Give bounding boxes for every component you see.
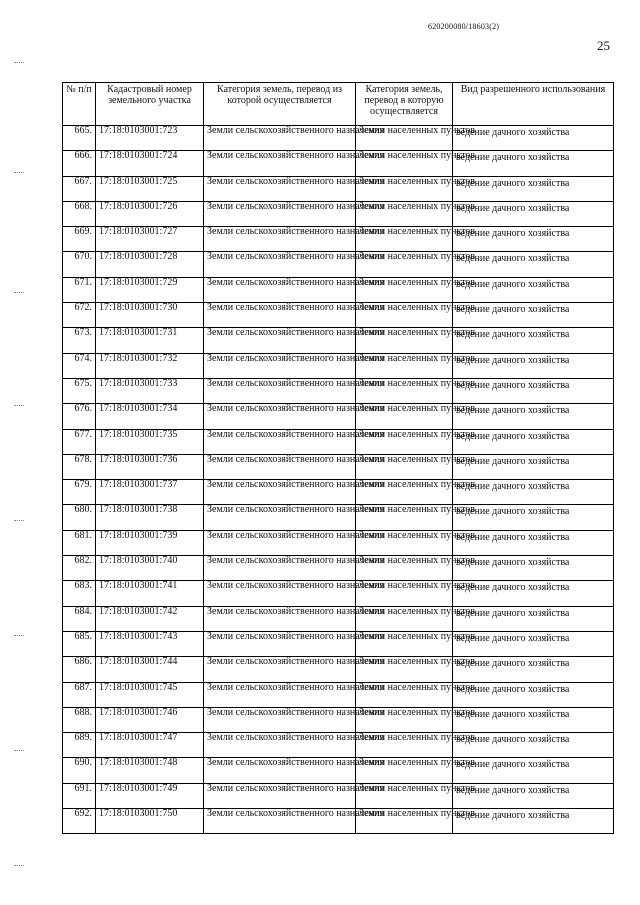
category-to: Земли населенных пунктов [356, 201, 453, 226]
category-from: Земли сельскохозяйственного назначения [204, 581, 356, 606]
document-code: 620200080/18603(2) [428, 22, 500, 31]
category-from: Земли сельскохозяйственного назначения [204, 404, 356, 429]
table-row [63, 556, 614, 581]
category-from: Земли сельскохозяйственного назначения [204, 631, 356, 656]
category-to: Земли населенных пунктов [356, 277, 453, 302]
category-from: Земли сельскохозяйственного назначения [204, 480, 356, 505]
column-header-cadastral: Кадастровый номер земельного участка [96, 83, 204, 126]
permitted-use: ведение дачного хозяйства [453, 227, 614, 252]
table-row [63, 151, 614, 176]
permitted-use: ведение дачного хозяйства [453, 404, 614, 429]
category-to: Земли населенных пунктов [356, 657, 453, 682]
table-row [63, 252, 614, 277]
category-from: Земли сельскохозяйственного назначения [204, 657, 356, 682]
permitted-use: ведение дачного хозяйства [453, 176, 614, 201]
column-header-permitted-use: Вид разрешенного использования [453, 83, 614, 126]
category-from: Земли сельскохозяйственного назначения [204, 201, 356, 226]
table-row [63, 454, 614, 479]
category-from: Земли сельскохозяйственного назначения [204, 530, 356, 555]
category-from: Земли сельскохозяйственного назначения [204, 353, 356, 378]
table-row [63, 505, 614, 530]
category-from: Земли сельскохозяйственного назначения [204, 556, 356, 581]
category-to: Земли населенных пунктов [356, 556, 453, 581]
table-row [63, 606, 614, 631]
category-to: Земли населенных пунктов [356, 480, 453, 505]
category-to: Земли населенных пунктов [356, 252, 453, 277]
table-row [63, 201, 614, 226]
row-number: 686. [63, 657, 96, 682]
row-number: 672. [63, 303, 96, 328]
cadastral-number: 17:18:0103001:725 [96, 176, 204, 201]
permitted-use: ведение дачного хозяйства [453, 581, 614, 606]
permitted-use: ведение дачного хозяйства [453, 126, 614, 151]
row-number: 666. [63, 151, 96, 176]
cadastral-number: 17:18:0103001:736 [96, 454, 204, 479]
category-from: Земли сельскохозяйственного назначения [204, 429, 356, 454]
row-number: 685. [63, 631, 96, 656]
category-to: Земли населенных пунктов [356, 303, 453, 328]
cadastral-number: 17:18:0103001:733 [96, 378, 204, 403]
cadastral-number: 17:18:0103001:747 [96, 733, 204, 758]
row-number: 670. [63, 252, 96, 277]
land-plots-table [62, 82, 614, 834]
table-row [63, 657, 614, 682]
cadastral-number: 17:18:0103001:730 [96, 303, 204, 328]
category-from: Земли сельскохозяйственного назначения [204, 303, 356, 328]
table-row [63, 809, 614, 834]
table-row [63, 530, 614, 555]
category-to: Земли населенных пунктов [356, 783, 453, 808]
category-from: Земли сельскохозяйственного назначения [204, 227, 356, 252]
cadastral-number: 17:18:0103001:738 [96, 505, 204, 530]
cadastral-number: 17:18:0103001:735 [96, 429, 204, 454]
row-number: 676. [63, 404, 96, 429]
cadastral-number: 17:18:0103001:728 [96, 252, 204, 277]
permitted-use: ведение дачного хозяйства [453, 556, 614, 581]
category-to: Земли населенных пунктов [356, 530, 453, 555]
permitted-use: ведение дачного хозяйства [453, 505, 614, 530]
permitted-use: ведение дачного хозяйства [453, 454, 614, 479]
cadastral-number: 17:18:0103001:746 [96, 707, 204, 732]
permitted-use: ведение дачного хозяйства [453, 201, 614, 226]
permitted-use: ведение дачного хозяйства [453, 809, 614, 834]
row-number: 681. [63, 530, 96, 555]
table-row [63, 404, 614, 429]
margin-mark [14, 172, 24, 175]
permitted-use: ведение дачного хозяйства [453, 682, 614, 707]
category-to: Земли населенных пунктов [356, 682, 453, 707]
row-number: 688. [63, 707, 96, 732]
category-to: Земли населенных пунктов [356, 733, 453, 758]
table-row [63, 783, 614, 808]
category-to: Земли населенных пунктов [356, 151, 453, 176]
permitted-use: ведение дачного хозяйства [453, 631, 614, 656]
cadastral-number: 17:18:0103001:741 [96, 581, 204, 606]
table-row [63, 631, 614, 656]
table-row [63, 227, 614, 252]
category-to: Земли населенных пунктов [356, 707, 453, 732]
cadastral-number: 17:18:0103001:748 [96, 758, 204, 783]
permitted-use: ведение дачного хозяйства [453, 480, 614, 505]
category-to: Земли населенных пунктов [356, 454, 453, 479]
column-header-number: № п/п [63, 83, 96, 126]
row-number: 668. [63, 201, 96, 226]
cadastral-number: 17:18:0103001:732 [96, 353, 204, 378]
table-row [63, 682, 614, 707]
row-number: 680. [63, 505, 96, 530]
category-from: Земли сельскохозяйственного назначения [204, 252, 356, 277]
category-from: Земли сельскохозяйственного назначения [204, 606, 356, 631]
category-from: Земли сельскохозяйственного назначения [204, 378, 356, 403]
category-to: Земли населенных пунктов [356, 606, 453, 631]
row-number: 692. [63, 809, 96, 834]
cadastral-number: 17:18:0103001:731 [96, 328, 204, 353]
category-from: Земли сельскохозяйственного назначения [204, 733, 356, 758]
cadastral-number: 17:18:0103001:742 [96, 606, 204, 631]
table-row [63, 303, 614, 328]
row-number: 674. [63, 353, 96, 378]
permitted-use: ведение дачного хозяйства [453, 328, 614, 353]
category-to: Земли населенных пунктов [356, 353, 453, 378]
cadastral-number: 17:18:0103001:729 [96, 277, 204, 302]
table-body [63, 126, 614, 834]
cadastral-number: 17:18:0103001:749 [96, 783, 204, 808]
category-to: Земли населенных пунктов [356, 176, 453, 201]
cadastral-number: 17:18:0103001:739 [96, 530, 204, 555]
permitted-use: ведение дачного хозяйства [453, 733, 614, 758]
table-row [63, 707, 614, 732]
category-from: Земли сельскохозяйственного назначения [204, 758, 356, 783]
permitted-use: ведение дачного хозяйства [453, 303, 614, 328]
cadastral-number: 17:18:0103001:724 [96, 151, 204, 176]
category-to: Земли населенных пунктов [356, 429, 453, 454]
cadastral-number: 17:18:0103001:723 [96, 126, 204, 151]
category-to: Земли населенных пунктов [356, 505, 453, 530]
row-number: 675. [63, 378, 96, 403]
permitted-use: ведение дачного хозяйства [453, 530, 614, 555]
margin-mark [14, 635, 24, 638]
cadastral-number: 17:18:0103001:726 [96, 201, 204, 226]
permitted-use: ведение дачного хозяйства [453, 606, 614, 631]
category-from: Земли сельскохозяйственного назначения [204, 682, 356, 707]
table-row [63, 758, 614, 783]
table-row [63, 378, 614, 403]
category-from: Земли сельскохозяйственного назначения [204, 707, 356, 732]
category-to: Земли населенных пунктов [356, 581, 453, 606]
row-number: 682. [63, 556, 96, 581]
category-to: Земли населенных пунктов [356, 227, 453, 252]
row-number: 687. [63, 682, 96, 707]
row-number: 679. [63, 480, 96, 505]
category-from: Земли сельскохозяйственного назначения [204, 176, 356, 201]
category-from: Земли сельскохозяйственного назначения [204, 151, 356, 176]
row-number: 673. [63, 328, 96, 353]
category-from: Земли сельскохозяйственного назначения [204, 505, 356, 530]
category-to: Земли населенных пунктов [356, 809, 453, 834]
margin-mark [14, 292, 24, 295]
category-to: Земли населенных пунктов [356, 126, 453, 151]
category-to: Земли населенных пунктов [356, 328, 453, 353]
margin-mark [14, 750, 24, 753]
permitted-use: ведение дачного хозяйства [453, 378, 614, 403]
category-from: Земли сельскохозяйственного назначения [204, 454, 356, 479]
row-number: 667. [63, 176, 96, 201]
table-row [63, 126, 614, 151]
category-to: Земли населенных пунктов [356, 631, 453, 656]
cadastral-number: 17:18:0103001:737 [96, 480, 204, 505]
permitted-use: ведение дачного хозяйства [453, 353, 614, 378]
category-to: Земли населенных пунктов [356, 758, 453, 783]
permitted-use: ведение дачного хозяйства [453, 429, 614, 454]
cadastral-number: 17:18:0103001:740 [96, 556, 204, 581]
binding-margin-marks [0, 0, 40, 905]
cadastral-number: 17:18:0103001:744 [96, 657, 204, 682]
table-row [63, 176, 614, 201]
table-row [63, 480, 614, 505]
column-header-category-to: Категория земель, перевод в которую осуществляется [356, 83, 453, 126]
margin-mark [14, 62, 24, 65]
cadastral-number: 17:18:0103001:745 [96, 682, 204, 707]
category-from: Земли сельскохозяйственного назначения [204, 783, 356, 808]
table-header-row [63, 83, 614, 126]
cadastral-number: 17:18:0103001:750 [96, 809, 204, 834]
permitted-use: ведение дачного хозяйства [453, 707, 614, 732]
table-row [63, 733, 614, 758]
cadastral-number: 17:18:0103001:734 [96, 404, 204, 429]
column-header-category-from: Категория земель, перевод из которой осуществляется [204, 83, 356, 126]
margin-mark [14, 865, 24, 868]
row-number: 678. [63, 454, 96, 479]
margin-mark [14, 405, 24, 408]
permitted-use: ведение дачного хозяйства [453, 783, 614, 808]
cadastral-number: 17:18:0103001:727 [96, 227, 204, 252]
page-number: 25 [597, 38, 610, 53]
row-number: 665. [63, 126, 96, 151]
permitted-use: ведение дачного хозяйства [453, 657, 614, 682]
table-row [63, 277, 614, 302]
row-number: 677. [63, 429, 96, 454]
permitted-use: ведение дачного хозяйства [453, 758, 614, 783]
category-from: Земли сельскохозяйственного назначения [204, 126, 356, 151]
permitted-use: ведение дачного хозяйства [453, 277, 614, 302]
table-row [63, 429, 614, 454]
margin-mark [14, 520, 24, 523]
row-number: 684. [63, 606, 96, 631]
category-to: Земли населенных пунктов [356, 404, 453, 429]
permitted-use: ведение дачного хозяйства [453, 252, 614, 277]
row-number: 669. [63, 227, 96, 252]
table-row [63, 328, 614, 353]
category-to: Земли населенных пунктов [356, 378, 453, 403]
table-row [63, 581, 614, 606]
category-from: Земли сельскохозяйственного назначения [204, 809, 356, 834]
row-number: 691. [63, 783, 96, 808]
row-number: 683. [63, 581, 96, 606]
category-from: Земли сельскохозяйственного назначения [204, 328, 356, 353]
cadastral-number: 17:18:0103001:743 [96, 631, 204, 656]
row-number: 689. [63, 733, 96, 758]
row-number: 671. [63, 277, 96, 302]
table-row [63, 353, 614, 378]
row-number: 690. [63, 758, 96, 783]
category-from: Земли сельскохозяйственного назначения [204, 277, 356, 302]
permitted-use: ведение дачного хозяйства [453, 151, 614, 176]
